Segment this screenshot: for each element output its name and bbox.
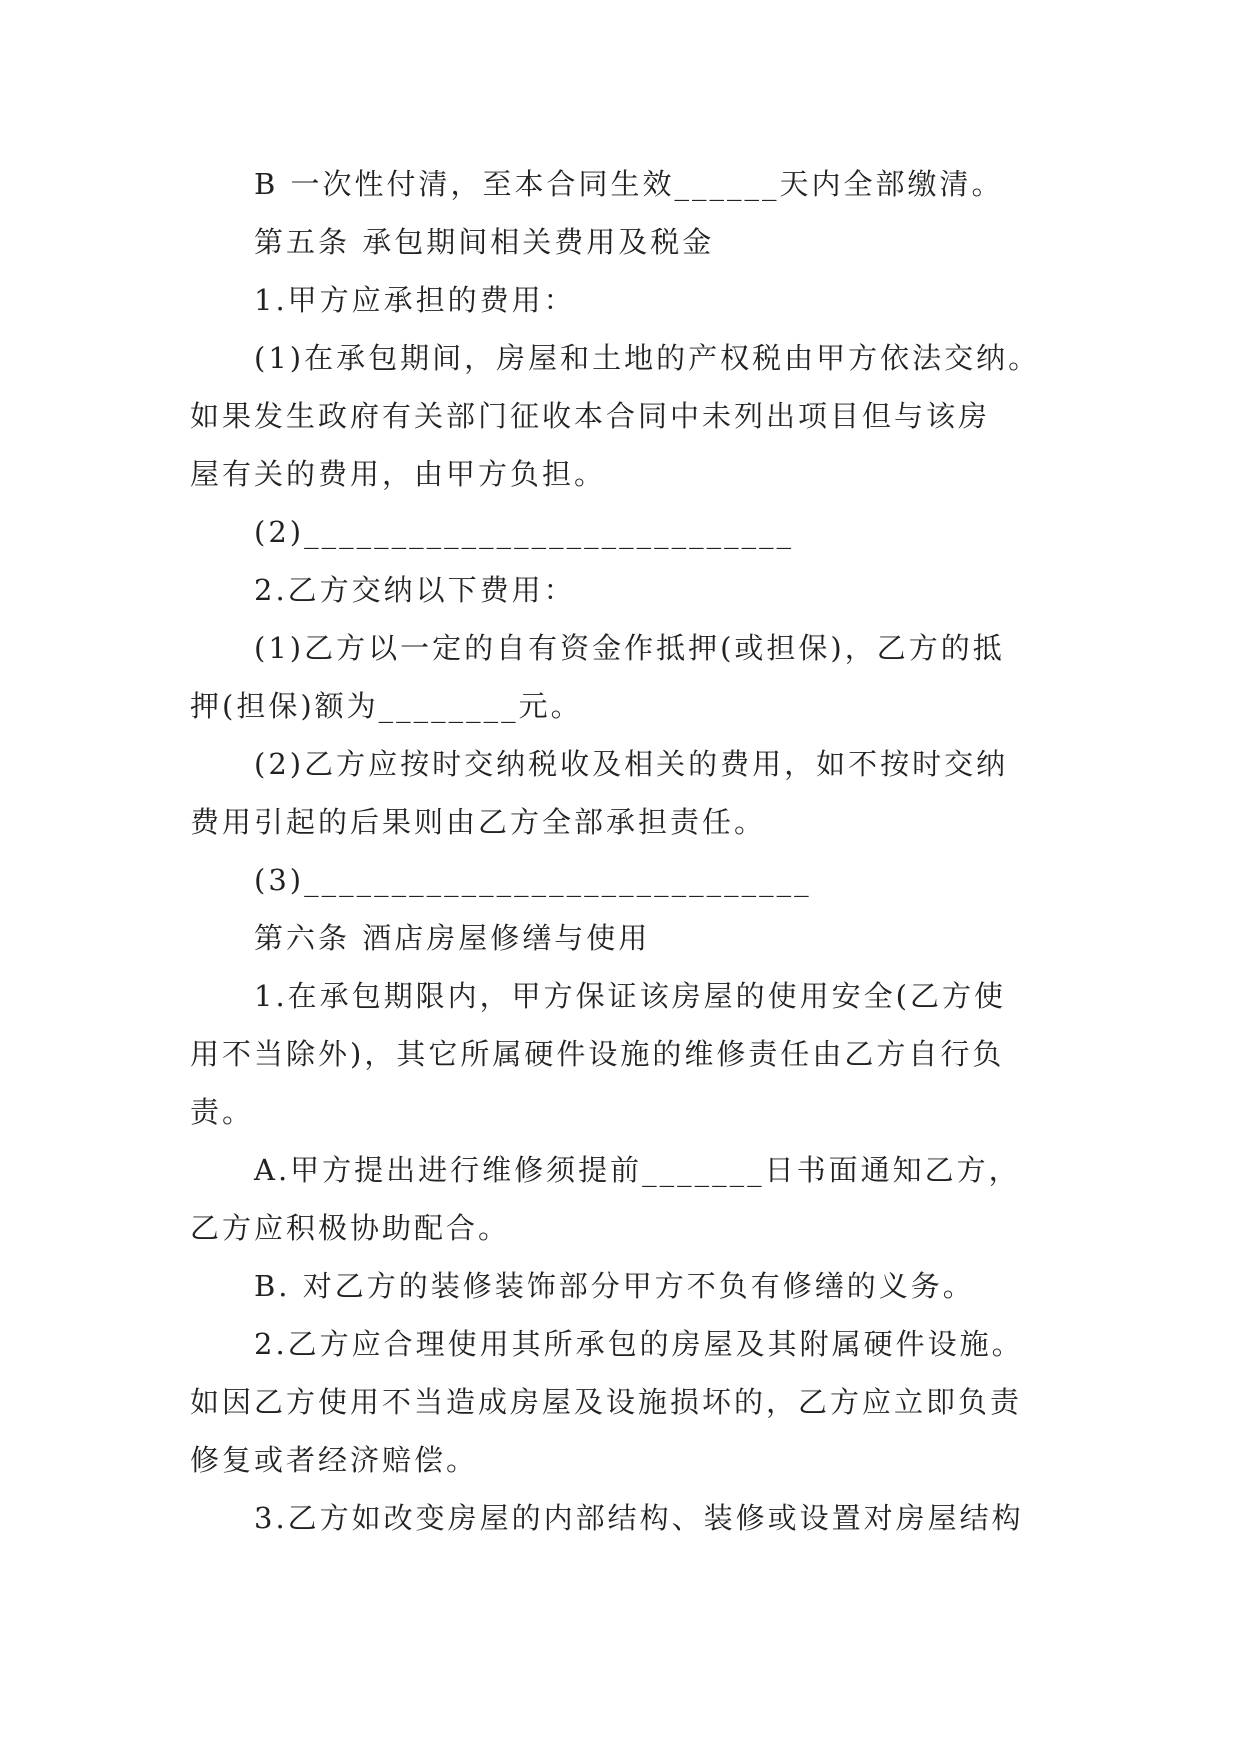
text-line: 2.乙方交纳以下费用：: [254, 573, 576, 607]
section-heading: 第五条 承包期间相关费用及税金: [254, 225, 715, 259]
text-line: 如果发生政府有关部门征收本合同中未列出项目但与该房: [190, 399, 991, 433]
text-line: 责。: [190, 1095, 255, 1129]
text-line: (2)乙方应按时交纳税收及相关的费用，如不按时交纳: [254, 747, 1009, 781]
text-line: 乙方应积极协助配合。: [190, 1211, 511, 1245]
document-body: [190, 155, 1060, 1547]
text-line: 1.甲方应承担的费用：: [254, 283, 576, 317]
text-line: (1)乙方以一定的自有资金作抵押(或担保)，乙方的抵: [254, 631, 1005, 665]
text-line: 2.乙方应合理使用其所承包的房屋及其附属硬件设施。: [254, 1327, 1024, 1361]
text-line: 修复或者经济赔偿。: [190, 1443, 479, 1477]
text-line: 押(担保)额为________元。: [190, 689, 583, 723]
text-line: B. 对乙方的装修装饰部分甲方不负有修缮的义务。: [254, 1269, 975, 1303]
text-line: 屋有关的费用，由甲方负担。: [190, 457, 607, 491]
text-line: 用不当除外)，其它所属硬件设施的维修责任由乙方自行负: [190, 1037, 1005, 1071]
text-line: (1)在承包期间，房屋和土地的产权税由甲方依法交纳。: [254, 341, 1041, 375]
text-line: B 一次性付清，至本合同生效______天内全部缴清。: [254, 167, 1004, 201]
blank-fill-line: (3)_____________________________: [254, 863, 812, 897]
blank-fill-line: (2)____________________________: [254, 515, 795, 549]
text-line: 如因乙方使用不当造成房屋及设施损坏的，乙方应立即负责: [190, 1385, 1023, 1419]
text-line: 1.在承包期限内，甲方保证该房屋的使用安全(乙方使: [254, 979, 1006, 1013]
text-line: 费用引起的后果则由乙方全部承担责任。: [190, 805, 767, 839]
section-heading: 第六条 酒店房屋修缮与使用: [254, 921, 651, 955]
text-line: A.甲方提出进行维修须提前_______日书面通知乙方，: [254, 1153, 1021, 1187]
text-line: 3.乙方如改变房屋的内部结构、装修或设置对房屋结构: [254, 1501, 1024, 1535]
